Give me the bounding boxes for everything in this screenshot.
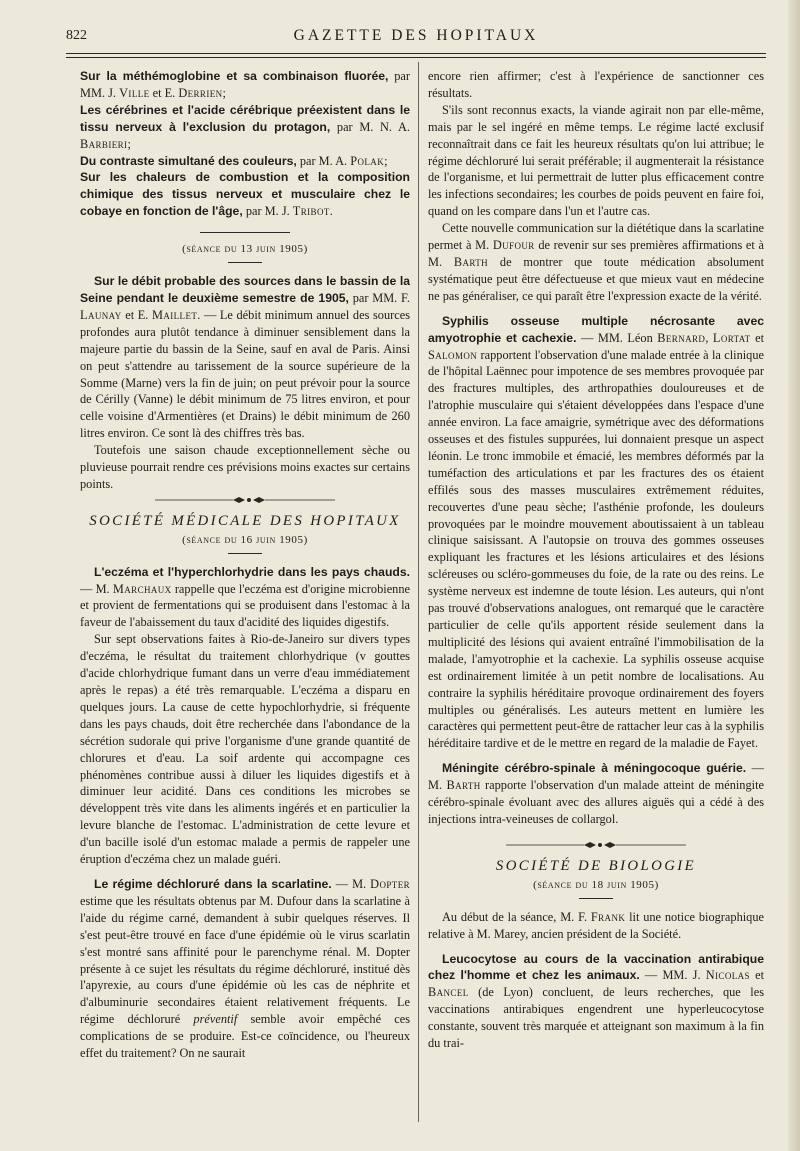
communication-item: Sur la méthémoglobine et sa combinaison fluorée, par MM. J. Ville et E. Derrien; [80, 69, 410, 100]
paragraph: Sur sept observations faites à Rio-de-Janeiro sur divers types d'eczéma, le résultat du traitement chlorhydrique (v gouttes d'acide chlorhydrique fumant dans un verre d'eau immédiatement après le repas) a été très remarquable. L'eczéma a disparu en quelques jours. La cause de cette hypochlorhydrie, si fréquente dans les pays chauds, doit être recherchée dans l'abondance de la sécrétion sudorale qui prive l'organisme d'une grande quantité de chlorures et d'eau. La soif ardente qui accompagne ces phénomènes contribue aussi à diluer les liquides digestifs et à diminuer leur acidité. Dans ces conditions les microbes se développent très vite dans les aliments ingérés et en particulier la levure blanche de l'estomac. L'administration de cette levure et d'un bacille isolé d'un estomac malade a permis de rappeler une éruption d'eczéma chez un malade guéri. [80, 632, 410, 867]
article-regime: Le régime déchloruré dans la scarlatine. — M. Dopter estime que les résultats obtenus par M. Dufour dans la scarlatine à l'aide du régime carné, demandent à subir quelques réserves. Il s'est peut-être trouvé en face d'une épidémie où le virus scarlatin s'est montré sans affinité pour le parenchyme rénal. M. Dopter présente à ce sujet les résultats du régime déchloruré, institué dès l'apyrexie, au cours d'une épidémie où les cas de néphrite et d'albuminurie secondaires étaient relativement fréquents. Le régime déchloruré préventif semble avoir empêché ces complications de se produire. Est-ce coïncidence, ou l'heureux effet du traitement? On ne saurait [80, 876, 410, 1061]
short-separator [228, 262, 262, 263]
article-meningite: Méningite cérébro-spinale à méningocoque guérie. — M. Barth rapporte l'observation d'un malade atteint de méningite cérébro-spinale évoluant avec des allures aiguës qui a cédé à des injections intra-veineuses de collargol. [428, 761, 764, 826]
header-rule-thick [66, 53, 766, 54]
article-eczema: L'eczéma et l'hyperchlorhydrie dans les pays chauds. — M. Marchaux rappelle que l'eczéma est d'origine microbienne et provient de fermentations qui se produisent dans l'estomac à la faveur de l'abaissement du taux d'acidité des liquides digestifs. [80, 564, 410, 630]
page-header [66, 26, 766, 50]
session-date: (séance du 16 juin 1905) [182, 533, 308, 546]
article-seine: Sur le débit probable des sources dans le bassin de la Seine pendant le deuxième semestre de 1905, par MM. F. Launay et E. Maillet. — Le débit minimum annuel des sources profondes aura plutôt tendance à diminuer sensiblement dans la majeure partie du bassin de la Seine, sauf en aval de Paris. Ainsi on peut s'attendre au tarissement de la source supérieure de la Somme (Marne) vers la fin de juin; on peut prévoir pour la source de Cérilly (Vanne) le débit minimum de 75 litres environ, et pour celle voisine d'Armentières (et Drains) le débit minimum de 260 litres environ. Ce sont là des chiffres très bas. [80, 274, 410, 441]
left-column [80, 68, 410, 1062]
communication-item: Les cérébrines et l'acide cérébrique préexistent dans le tissu nerveux à l'exclusion du protagon, par M. N. A. Barbieri; [80, 102, 410, 151]
ornament-divider [145, 495, 345, 505]
ornament-divider [496, 840, 696, 850]
short-separator [579, 898, 613, 899]
society-heading: SOCIÉTÉ MÉDICALE DES HOPITAUX [89, 512, 401, 529]
page-number: 822 [66, 28, 87, 43]
society-heading: SOCIÉTÉ DE BIOLOGIE [495, 857, 697, 874]
right-column [428, 68, 764, 1052]
header-rule-thin [66, 57, 766, 58]
session-date: (séance du 18 juin 1905) [533, 878, 659, 891]
short-separator [228, 553, 262, 554]
article-syphilis: Syphilis osseuse multiple nécrosante avec amyotrophie et cachexie. — MM. Léon Bernard, Lortat et Salomon rapportent l'observation d'une malade entrée à la clinique de l'hôpital Laënnec pour impotence de ses membres provoquée par des fractures multiples, des arthropathies douloureuses et de l'atrophie musculaire qui s'étaient développées dans l'espace d'une année environ. La face amaigrie, symétrique avec des déformations osseuses et des fistules suppurées, lui donnaient presque un aspect léonin. Le tronc immobile et émacié, les membres déformés par la tuméfaction des articulations et par les fractures des os étaient effilés sous des masses musculaires extrêmement réduites, recouvertes d'une peau sèche; l'asthénie profonde, les douleurs provoquées par le moindre mouvement aboutissaient à un tableau clinique saisissant. A l'autopsie on trouva des gommes osseuses expliquant les fractures et les lésions articulaires et des lésions scléreuses ou scléro-gommeuses du foie, de la rate ou des reins. Le système nerveux est indemne de toute lésion. Les auteurs, qui n'ont pas trouvé d'observations analogues, ont remarqué que le caractère particulier de celle qu'ils apportent réside seulement dans la multiplicité des lésions qui avaient entraîné l'immobilisation de la malade, l'amyotrophie et la cachexie. La syphilis osseuse acquise est ordinairement limitée à un petit nombre de localisations. Au contraire la syphilis héréditaire provoque ordinairement des foyers multiples ou généralisés. Les auteurs mettent en lumière les caractères qui permettent peut-être de rattacher leur cas à la syphilis héréditaire tardive et de le mettre en regard de la maladie de Fayet. [428, 313, 765, 751]
paragraph: Toutefois une saison chaude exceptionnellement sèche ou pluvieuse pourrait rendre ces prévisions moins exactes sur certains points. [80, 443, 410, 491]
paragraph: encore rien affirmer; c'est à l'expérience de sanctionner ces résultats. [428, 69, 764, 100]
journal-title: GAZETTE DES HOPITAUX [293, 27, 539, 44]
paragraph: S'ils sont reconnus exacts, la viande agirait non par elle-même, mais par le sel ingéré en même temps. Le régime lacté exclusif reconnaîtrait dans ce fait les heureux résultats qu'on lui attribue; le régime déchloruré lui serait préférable; il augmenterait la résistance de l'organisme, et lui permettrait de lutter plus efficacement contre les infections secondaires; les courbes de poids peuvent en faire foi, quand on les compare dans l'un et l'autre cas. [428, 102, 764, 219]
paragraph: Cette nouvelle communication sur la diététique dans la scarlatine permet à M. Dufour de revenir sur ses premières affirmations et à M. Barth de montrer que toute médication absolument systématique peut être défectueuse et que mieux vaut en médecine ne pas généraliser, ce qui paraît être l'expression exacte de la vérité. [428, 221, 764, 303]
communication-item: Sur les chaleurs de combustion et la composition chimique des tissus nerveux et musculaire chez le cobaye en fonction de l'âge, par M. J. Tribot. [80, 170, 410, 219]
session-date: (séance du 13 juin 1905) [182, 243, 308, 256]
communication-item: Du contraste simultané des couleurs, par M. A. Polak; [80, 153, 388, 168]
page-edge [788, 0, 800, 1151]
paragraph: Au début de la séance, M. F. Frank lit une notice biographique relative à M. Marey, ancien président de la Société. [428, 909, 764, 941]
section-separator [200, 232, 290, 233]
column-divider [418, 62, 419, 1122]
article-leucocytose: Leucocytose au cours de la vaccination antirabique chez l'homme et chez les animaux. — MM. J. Nicolas et Bancel (de Lyon) concluent, de leurs recherches, que les vaccinations antirabiques engendrent une hyperleucocytose constante, souvent très marquée et atteignant son maximum à la fin du trai- [428, 951, 764, 1051]
